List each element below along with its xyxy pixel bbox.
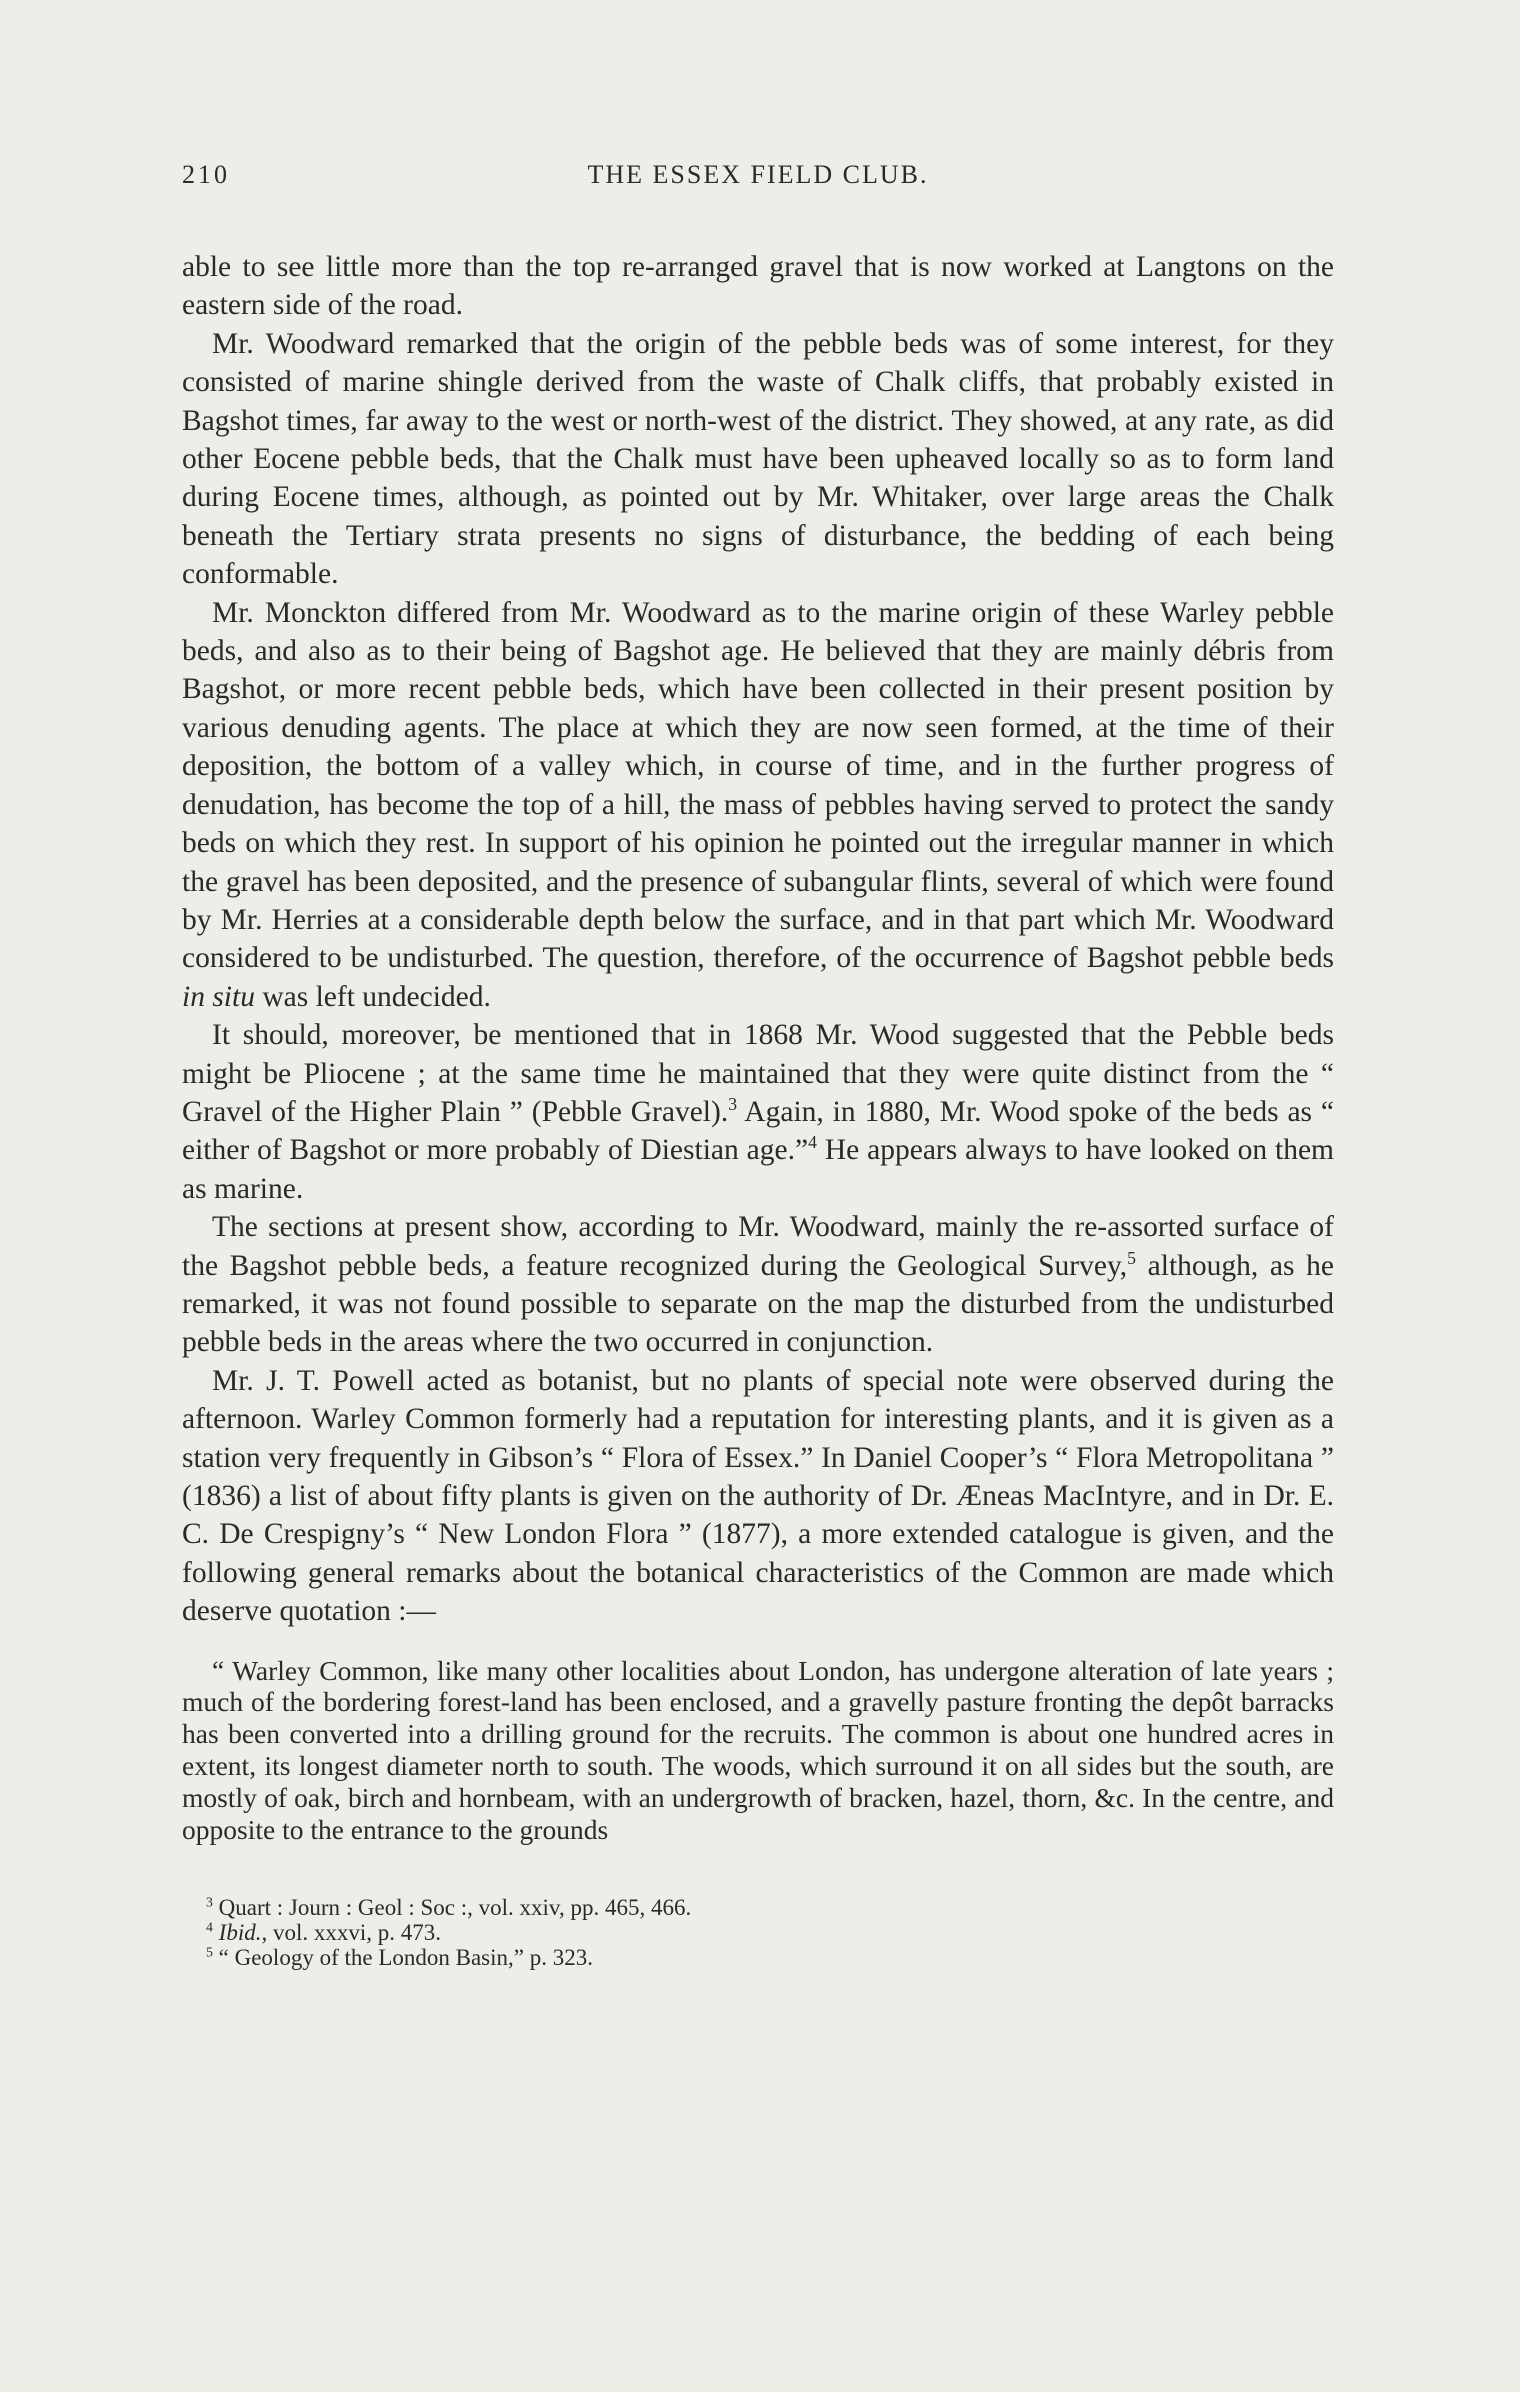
page-number: 210 bbox=[182, 160, 230, 189]
footnote-ref-5: 5 bbox=[1127, 1247, 1137, 1268]
paragraph-monckton bbox=[182, 594, 1334, 1016]
italic-in-situ: in situ bbox=[182, 980, 255, 1013]
page-header bbox=[182, 160, 1334, 206]
footnote-3 bbox=[206, 1895, 1334, 1920]
paragraph-monckton-text-b: was left undecided. bbox=[254, 980, 491, 1013]
paragraph-sections bbox=[182, 1208, 1334, 1362]
running-title: THE ESSEX FIELD CLUB. bbox=[587, 160, 929, 189]
footnote-mark: 3 bbox=[206, 1894, 213, 1910]
paragraph-sections-text-b: although, as he remarked, it was not found possible to separate on the map the disturbed from the undisturbed pebble beds in the areas where the two occurred in conjunction. bbox=[182, 1249, 1334, 1359]
page bbox=[182, 160, 1334, 1970]
paragraph-woodward-remarks: Mr. Woodward remarked that the origin of the pebble beds was of some interest, for they consisted of marine shingle derived from the waste of Chalk cliffs, that probably existed in Bagshot times, far away to the west or north-west of the district. They showed, at any rate, as did other Eocene pebble beds, that the Chalk must have been upheaved locally so as to form land during Eocene times, although, as pointed out by Mr. Whitaker, over large areas the Chalk beneath the Tertiary strata presents no signs of disturbance, the bedding of each being conformable. bbox=[182, 327, 1334, 591]
quotation-text: “ Warley Common, like many other localities about London, has undergone alteration of late years ; much of the bordering forest-land has been enclosed, and a gravelly pasture fronting the depôt barracks has been converted into a drilling ground for the recruits. The common is about one hundred acres in extent, its longest diameter north to south. The woods, which surround it on all sides but the south, are mostly of oak, birch and hornbeam, with an undergrowth of bracken, hazel, thorn, &c. In the centre, and opposite to the entrance to the grounds bbox=[182, 1654, 1334, 1845]
footnotes bbox=[182, 1895, 1334, 1970]
paragraph-wood-text-b: Again, in 1880, Mr. Wood spoke of the beds as “ either of Bagshot or more probably of Diestian age.” bbox=[182, 1095, 1334, 1167]
footnote-4 bbox=[206, 1920, 1334, 1945]
footnote-ibid: Ibid. bbox=[218, 1920, 262, 1946]
footnote-text: “ Geology of the London Basin,” p. 323. bbox=[218, 1945, 593, 1971]
footnote-mark: 4 bbox=[206, 1919, 213, 1935]
paragraph-continuation: able to see little more than the top re-arranged gravel that is now worked at Langtons on the eastern side of the road. bbox=[182, 251, 1334, 322]
footnote-ref-4: 4 bbox=[808, 1132, 817, 1153]
footnote-text: , vol. xxxvi, p. 473. bbox=[261, 1920, 441, 1946]
footnote-ref-3: 3 bbox=[728, 1094, 738, 1115]
paragraph-sections-text-a: The sections at present show, according to Mr. Woodward, mainly the re-assorted surface of the Bagshot pebble beds, a feature recognized during the Geological Survey, bbox=[182, 1211, 1334, 1282]
footnote-text: Quart : Journ : Geol : Soc :, vol. xxiv, pp. 465, 466. bbox=[218, 1895, 692, 1921]
paragraph-wood-text-c: He appears always to have looked on them as marine. bbox=[182, 1134, 1335, 1205]
paragraph-wood bbox=[182, 1016, 1334, 1208]
paragraph-monckton-text-a: Mr. Monckton differed from Mr. Woodward as to the marine origin of these Warley pebble beds, and also as to their being of Bagshot age. He believed that they are mainly débris from Bagshot, or more recent pebble beds, which have been collected in their present position by various denuding agents. The place at which they are now seen formed, at the time of their deposition, the bottom of a valley which, in course of time, and in the further progress of denudation, has become the top of a hill, the mass of pebbles having served to protect the sandy beds on which they rest. In support of his opinion he pointed out the irregular manner in which the gravel has been deposited, and the presence of subangular flints, several of which were found by Mr. Herries at a considerable depth below the surface, and in that part which Mr. Woodward considered to be undisturbed. The question, therefore, of the occurrence of Bagshot pebble beds bbox=[182, 596, 1334, 975]
paragraph-botany: Mr. J. T. Powell acted as botanist, but no plants of special note were observed during the afternoon. Warley Common formerly had a reputation for interesting plants, and it is given as a station very frequently in Gibson’s “ Flora of Essex.” In Daniel Cooper’s “ Flora Metropolitana ” (1836) a list of about fifty plants is given on the authority of Dr. Æneas MacIntyre, and in Dr. E. C. De Crespigny’s “ New London Flora ” (1877), a more extended catalogue is given, and the following general remarks about the botanical characteristics of the Common are made which deserve quotation :— bbox=[182, 1364, 1334, 1628]
block-quotation bbox=[182, 1655, 1334, 1846]
paragraph-wood-text-a: It should, moreover, be mentioned that in 1868 Mr. Wood suggested that the Pebble beds might be Pliocene ; at the same time he maintained that they were quite distinct from the “ Gravel of the Higher Plain ” (Pebble Gravel). bbox=[182, 1019, 1334, 1128]
body-text bbox=[182, 248, 1334, 1631]
footnote-mark: 5 bbox=[206, 1944, 213, 1960]
footnote-5 bbox=[206, 1945, 1334, 1970]
